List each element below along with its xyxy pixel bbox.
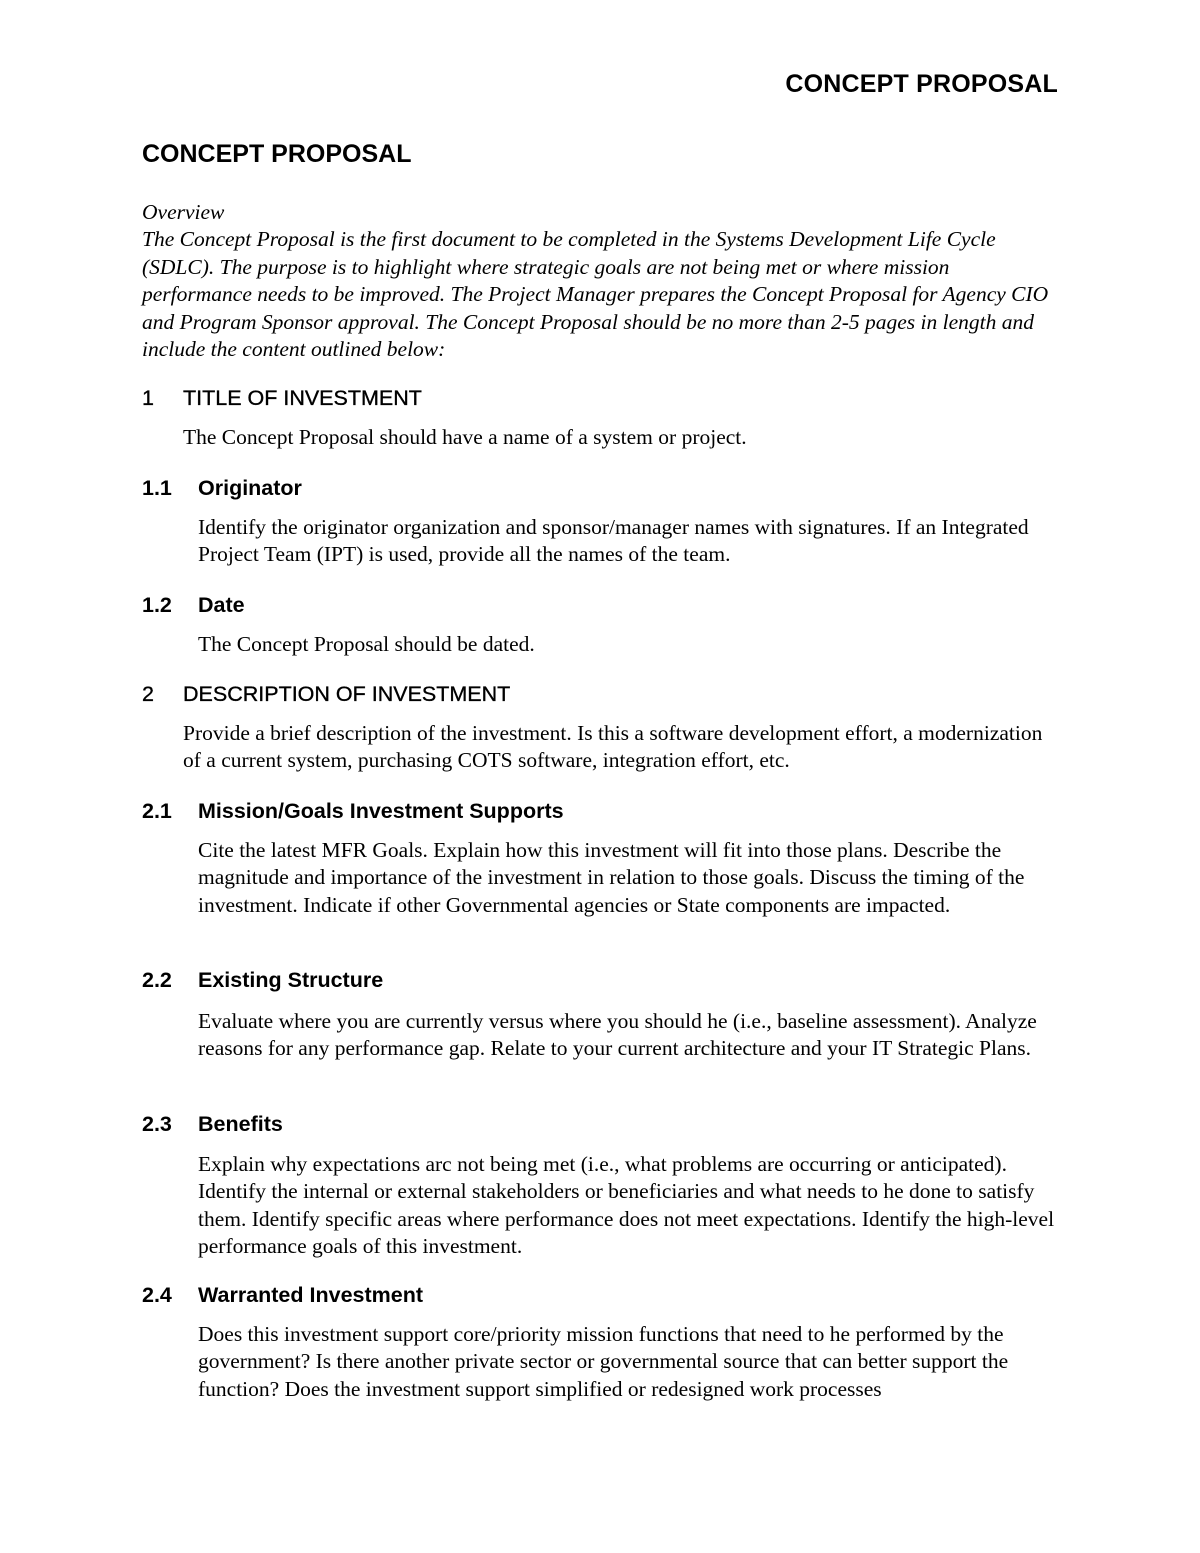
section-heading-2-2 xyxy=(142,968,383,993)
section-number: 2.2 xyxy=(142,968,172,992)
section-heading-1 xyxy=(142,386,422,411)
section-heading-2-1 xyxy=(142,799,564,824)
section-body-1-2: The Concept Proposal should be dated. xyxy=(198,632,535,656)
section-heading-1-2 xyxy=(142,593,245,618)
section-heading-2-3 xyxy=(142,1112,283,1137)
section-body-1-1: Identify the originator organization and sponsor/manager names with signatures. If an Integrated Project Team (IPT) is used, provide all the names of the team. xyxy=(198,515,1029,567)
section-title: Date xyxy=(198,593,245,617)
section-heading-1-1 xyxy=(142,476,302,501)
running-header: CONCEPT PROPOSAL xyxy=(785,70,1058,98)
section-body-2-4: Does this investment support core/priority mission functions that need to he performed by the government? Is there another private sector or governmental source that can better support the function? Does the investment support simplified or redesigned work processes xyxy=(198,1322,1009,1401)
overview-text: The Concept Proposal is the first document to be completed in the Systems Development Life Cycle (SDLC). The purpose is to highlight where strategic goals are not being met or where mission performance needs to be improved. The Project Manager prepares the Concept Proposal for Agency CIO and Program Sponsor approval. The Concept Proposal should be no more than 2-5 pages in length and include the content outlined below: xyxy=(142,227,1049,362)
section-body-1: The Concept Proposal should have a name of a system or project. xyxy=(183,425,747,449)
section-number: 2.4 xyxy=(142,1283,172,1307)
section-number: 2 xyxy=(142,682,154,706)
section-title: Originator xyxy=(198,476,302,500)
section-body-2-2: Evaluate where you are currently versus where you should he (i.e., baseline assessment). Analyze reasons for any performance gap. Relate to your current architecture and your IT Strategic Plans. xyxy=(198,1009,1037,1061)
section-title: Mission/Goals Investment Supports xyxy=(198,799,564,823)
section-number: 1.1 xyxy=(142,476,172,500)
section-title: Existing Structure xyxy=(198,968,384,992)
section-title: TITLE OF INVESTMENT xyxy=(183,386,422,410)
overview-block xyxy=(142,199,1062,363)
section-number: 1.2 xyxy=(142,593,172,617)
section-title: Warranted Investment xyxy=(198,1283,424,1307)
section-body-2: Provide a brief description of the investment. Is this a software development effort, a modernization of a current system, purchasing COTS software, integration effort, etc. xyxy=(183,721,1043,773)
section-number: 2.1 xyxy=(142,799,172,823)
section-heading-2 xyxy=(142,682,510,707)
section-number: 2.3 xyxy=(142,1112,172,1136)
section-number: 1 xyxy=(142,386,154,410)
section-title: DESCRIPTION OF INVESTMENT xyxy=(183,682,511,706)
section-title: Benefits xyxy=(198,1112,283,1136)
section-heading-2-4 xyxy=(142,1283,423,1308)
document-title: CONCEPT PROPOSAL xyxy=(142,140,412,168)
section-body-2-3: Explain why expectations arc not being met (i.e., what problems are occurring or anticipated). Identify the internal or external stakeholders or beneficiaries and what needs to he done to satisfy them. Identify specific areas where performance does not meet expectations. Identify the high-level performance goals of this investment. xyxy=(198,1152,1055,1259)
section-body-2-1: Cite the latest MFR Goals. Explain how this investment will fit into those plans. Describe the magnitude and importance of the investment in relation to those goals. Discuss the timing of the investment. Indicate if other Governmental agencies or State components are impacted. xyxy=(198,838,1025,917)
overview-label: Overview xyxy=(142,200,225,224)
